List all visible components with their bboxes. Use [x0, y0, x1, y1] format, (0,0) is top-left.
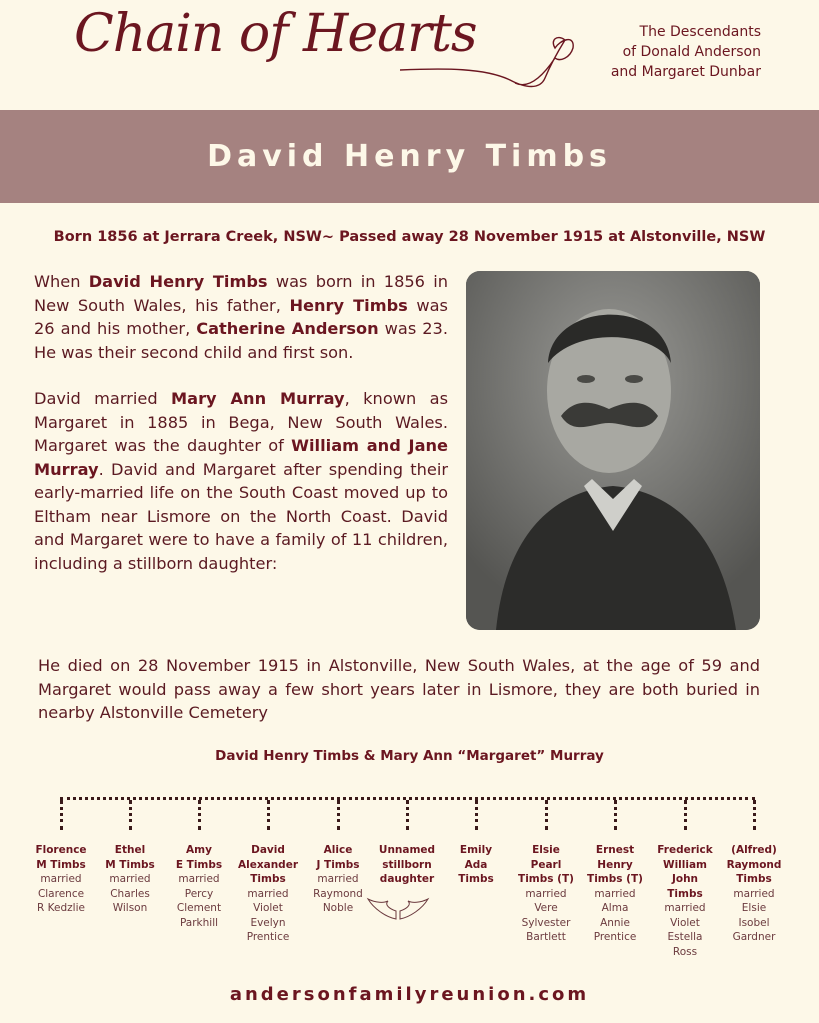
spouse-line: married	[664, 902, 706, 914]
bold-name: Mary Ann Murray	[171, 389, 345, 408]
spouse-line: Gardner	[732, 931, 776, 943]
family-tree-child	[23, 843, 99, 916]
family-tree-drop-line	[614, 800, 617, 830]
family-tree-child	[369, 843, 445, 887]
child-name-line: daughter	[379, 873, 435, 885]
biography-intro	[34, 270, 448, 598]
bold-name: Henry Timbs	[289, 295, 408, 315]
family-tree-drop-line	[337, 800, 340, 830]
spouse-line: Isobel	[738, 916, 770, 929]
family-tree-child	[300, 843, 376, 916]
tagline	[611, 22, 761, 82]
family-tree-title: David Henry Timbs & Mary Ann “Margaret” Murray	[215, 748, 604, 764]
spouse-line: Clarence	[37, 887, 85, 900]
child-name-line: Florence	[35, 844, 87, 856]
text-segment: When	[34, 272, 89, 291]
spouse-line: Vere	[534, 902, 558, 914]
family-tree-drop-line	[684, 800, 687, 830]
family-tree-child	[92, 843, 168, 916]
family-tree-drop-line	[267, 800, 270, 830]
family-tree-drop-line	[60, 800, 63, 830]
spouse-line: married	[594, 887, 636, 900]
family-tree-child	[230, 843, 306, 945]
text-segment: was 23. He was their second child and first son.	[34, 319, 448, 362]
spouse-line: Estella	[667, 931, 703, 943]
spouse-line: Charles	[110, 887, 150, 900]
text-segment: David married	[34, 389, 172, 408]
spouse-line: Evelyn	[250, 916, 286, 929]
child-name-line: Elsie	[532, 844, 560, 856]
child-name-line: J Timbs	[316, 858, 360, 871]
spouse-line: married	[178, 873, 220, 885]
spouse-line: Raymond	[313, 887, 363, 900]
spouse-line: Noble	[322, 902, 354, 914]
text-segment: was 26 and his mother,	[34, 295, 448, 338]
child-name-line: Frederick	[657, 844, 713, 856]
tagline-line: and Margaret Dunbar	[610, 64, 761, 80]
logo: Chain of Hearts	[74, 4, 477, 64]
biography-paragraph-1	[34, 270, 448, 364]
family-tree-child	[577, 843, 653, 945]
bold-name: William and Jane Murray	[34, 436, 448, 479]
child-name-line: Henry	[597, 858, 633, 871]
child-name-line: William	[662, 858, 707, 871]
death-paragraph: He died on 28 November 1915 in Alstonville, New South Wales, at the age of 59 and Margaret would pass away a few short years later in Lismore, they are both buried in nearby Alstonville Cemetery	[38, 656, 760, 722]
child-name-line: Ethel	[114, 844, 146, 856]
spouse-line: Annie	[600, 916, 630, 929]
child-name-line: John	[671, 873, 699, 885]
child-name-line: (Alfred)	[731, 844, 777, 856]
spouse-line: married	[109, 873, 151, 885]
child-name-line: Alice	[323, 844, 353, 856]
child-name-line: Timbs	[458, 873, 494, 885]
family-tree-child	[438, 843, 514, 887]
child-name-line: M Timbs	[105, 858, 155, 871]
heart-line-icon	[395, 28, 585, 98]
text-segment: , known as Margaret in 1885 in Bega, New South Wales. Margaret was the daughter of	[34, 389, 448, 455]
title-banner	[0, 110, 819, 203]
family-tree-child	[716, 843, 792, 945]
child-name-line: Pearl	[530, 858, 562, 871]
family-tree-child	[647, 843, 723, 959]
spouse-line: Clement	[176, 902, 222, 914]
spouse-line: Ross	[672, 945, 698, 958]
child-name-line: M Timbs	[36, 858, 86, 871]
spouse-line: married	[40, 873, 82, 885]
child-name-line: Raymond	[726, 858, 782, 871]
spouse-line: Alma	[601, 902, 629, 914]
spouse-line: Violet	[670, 916, 700, 929]
spouse-line: married	[247, 887, 289, 900]
spouse-line: Bartlett	[526, 931, 566, 943]
family-tree-drop-line	[753, 800, 756, 830]
spouse-line: Parkhill	[179, 916, 219, 929]
family-tree-drop-line	[198, 800, 201, 830]
text-segment: was born in 1856 in New South Wales, his father,	[34, 272, 448, 315]
spouse-line: married	[733, 887, 775, 900]
spouse-line: married	[317, 873, 359, 885]
child-name-line: Ada	[464, 858, 488, 871]
family-tree-drop-line	[475, 800, 478, 830]
family-tree-drop-line	[129, 800, 132, 830]
spouse-line: Percy	[184, 887, 214, 900]
spouse-line: Prentice	[246, 931, 290, 943]
child-name-line: David	[251, 844, 285, 856]
bold-name: David Henry Timbs	[88, 272, 268, 291]
child-name-line: Alexander	[238, 858, 298, 871]
text-segment: . David and Margaret after spending their early-married life on the South Coast moved up to Eltham near Lismore on the North Coast. David and Margaret were to have a family of 11 children, including a stillborn daughter:	[34, 459, 448, 573]
spouse-line: R Kedzlie	[37, 902, 85, 914]
angel-wings-icon	[366, 895, 430, 925]
spouse-line: Wilson	[112, 902, 148, 914]
portrait-photo	[466, 271, 760, 630]
born-line: Born 1856 at Jerrara Creek, NSW~ Passed away 28 November 1915 at Alstonville, NSW	[53, 229, 766, 245]
family-tree-child	[508, 843, 584, 945]
biography-paragraph-2	[34, 387, 448, 575]
tagline-line: The Descendants	[639, 24, 761, 40]
family-tree-drop-line	[545, 800, 548, 830]
bold-name: Catherine Anderson	[196, 319, 379, 338]
portrait-illustration	[466, 271, 760, 630]
website-url[interactable]: andersonfamilyreunion.com	[229, 984, 590, 1005]
tagline-line: of Donald Anderson	[622, 44, 761, 60]
child-name-line: Amy	[186, 844, 212, 856]
spouse-line: married	[525, 887, 567, 900]
child-name-line: Ernest	[595, 844, 635, 856]
child-name-line: Unnamed	[378, 844, 436, 856]
page-title: David Henry Timbs	[207, 139, 612, 174]
child-name-line: Timbs (T)	[587, 873, 643, 885]
child-name-line: Timbs	[736, 873, 772, 885]
child-name-line: Timbs (T)	[518, 873, 574, 885]
child-name-line: stillborn	[382, 858, 432, 871]
child-name-line: Emily	[459, 844, 493, 856]
child-name-line: Timbs	[250, 873, 286, 885]
child-name-line: E Timbs	[175, 858, 223, 871]
family-tree-child	[161, 843, 237, 930]
spouse-line: Prentice	[593, 931, 637, 943]
spouse-line: Sylvester	[521, 916, 571, 929]
spouse-line: Violet	[253, 902, 283, 914]
spouse-line: Elsie	[741, 902, 767, 914]
family-tree-drop-line	[406, 800, 409, 830]
child-name-line: Timbs	[667, 887, 703, 900]
